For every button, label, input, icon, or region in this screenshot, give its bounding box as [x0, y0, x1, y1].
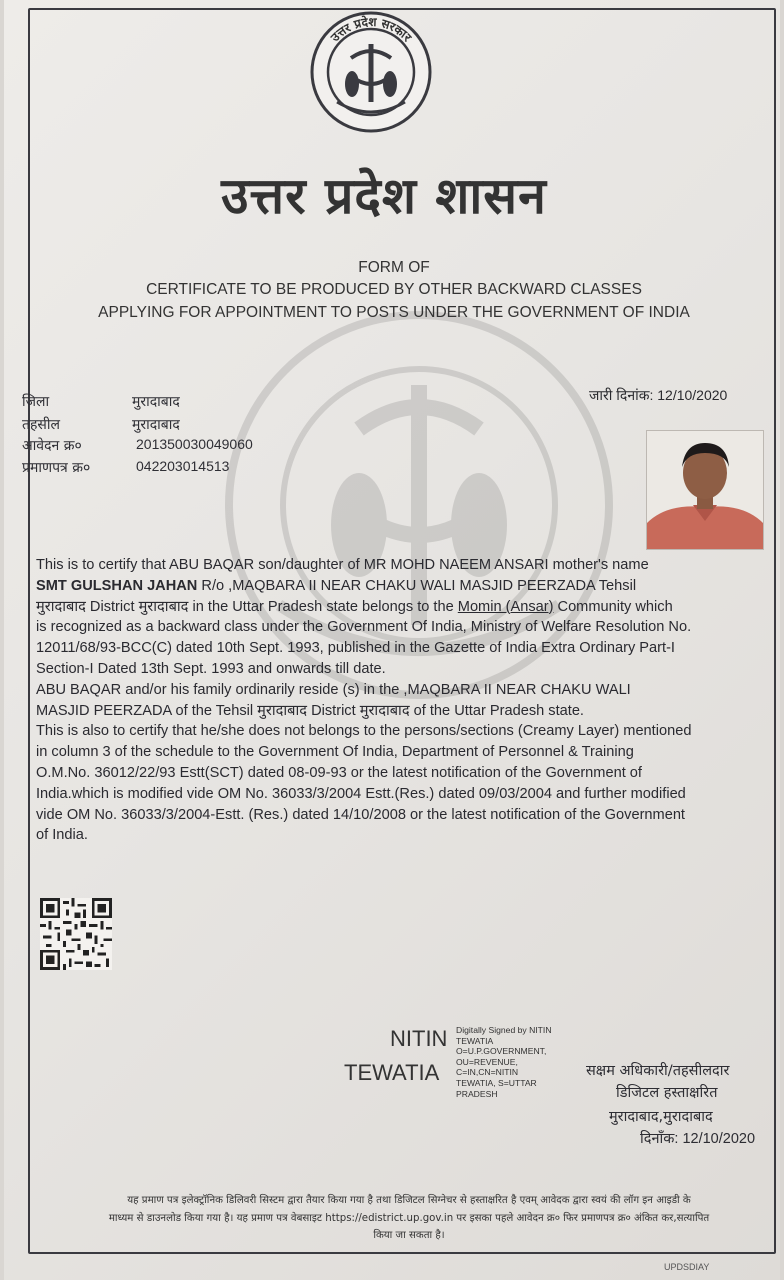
signer-first-name: NITIN	[390, 1026, 448, 1051]
signature-detail-line: TEWATIA, S=UTTAR	[456, 1077, 537, 1088]
body-text-16: of India.	[36, 827, 88, 844]
body-text-13: O.M.No. 36012/22/93 Estt(SCT) dated 08-09-93 or the latest notification of the Government of	[36, 764, 642, 781]
body-line	[36, 638, 776, 659]
body-text-9: ABU BAQAR and/or his family ordinarily reside (s) in the ,MAQBARA II NEAR CHAKU WALI	[36, 681, 631, 698]
body-line	[36, 659, 776, 680]
issue-date: जारी दिनांक: 12/10/2020	[589, 387, 728, 403]
corner-text: UPDSDIAY	[664, 1262, 710, 1272]
body-line	[36, 597, 776, 618]
body-line	[36, 763, 776, 784]
certificate-body	[36, 555, 776, 846]
tehsil-label: तहसील	[22, 417, 60, 433]
form-heading-line2: CERTIFICATE TO BE PRODUCED BY OTHER BACKWARD CLASSES	[146, 281, 642, 298]
up-government-emblem-icon	[307, 10, 435, 134]
signature-detail-line: PRADESH	[456, 1088, 498, 1099]
body-text-12: in column 3 of the schedule to the Government Of India, Department of Personnel & Training	[36, 744, 634, 761]
body-text-14: India.which is modified vide OM No. 36033/3/2004 Estt.(Res.) dated 09/03/2004 and further modified	[36, 785, 686, 802]
body-text-3: R/o ,MAQBARA II NEAR CHAKU WALI MASJID PEERZADA Tehsil	[197, 577, 637, 594]
qr-code-icon	[40, 898, 112, 970]
body-text-1: This is to certify that ABU BAQAR son/daughter of MR MOHD NAEEM ANSARI mother's name	[36, 557, 649, 573]
signature-detail-line: TEWATIA	[456, 1035, 494, 1046]
body-line	[36, 784, 776, 805]
emblem-text: उत्तर प्रदेश सरकार	[327, 14, 415, 45]
body-line	[36, 701, 776, 722]
body-text-8: Section-I Dated 13th Sept. 1993 and onwards till date.	[36, 660, 386, 677]
certificate-number-label: प्रमाणपत्र क्र०	[22, 460, 91, 476]
tehsil-value: मुरादाबाद	[132, 416, 180, 432]
officer-location: मुरादाबाद,मुरादाबाद	[609, 1109, 713, 1125]
officer-date: दिनाँक: 12/10/2020	[640, 1131, 756, 1147]
footer-line: किया जा सकता है।	[373, 1230, 445, 1241]
body-text-10: MASJID PEERZADA of the Tehsil मुरादाबाद District मुरादाबाद of the Uttar Pradesh state.	[36, 702, 584, 719]
body-line	[36, 555, 776, 576]
district-label: जिला	[22, 394, 50, 410]
form-heading-line1: FORM OF	[358, 259, 430, 276]
page-title: उत्तर प्रदेश शासन	[221, 166, 547, 225]
body-line	[36, 805, 776, 826]
district-value: मुरादाबाद	[132, 393, 180, 409]
body-line	[36, 742, 776, 763]
application-value: 20135003004906​0	[136, 436, 253, 452]
officer-digital-signed: डिजिटल हस्ताक्षरित	[616, 1085, 718, 1101]
body-text-5: Community which	[553, 598, 673, 615]
footer-note	[34, 1192, 784, 1245]
signature-detail-line: O=U.P.GOVERNMENT,	[456, 1046, 547, 1057]
signature-detail-line: OU=REVENUE,	[456, 1056, 518, 1067]
person-photo-icon	[647, 431, 763, 549]
certificate-sheet	[4, 0, 780, 1280]
body-line	[36, 617, 776, 638]
signature-detail-line: Digitally Signed by NITIN	[456, 1025, 552, 1035]
digital-signature-details	[456, 1025, 596, 1099]
body-text-6: is recognized as a backward class under the Government Of India, Ministry of Welfare Resolution No.	[36, 619, 692, 636]
footer-line: यह प्रमाण पत्र इलेक्ट्रॉनिक डिलिवरी सिस्टम द्वारा तैयार किया गया है तथा डिजिटल सिग्नेचर से हस्ताक्षरित है एवम् आवेदक द्वारा स्वयं की लॉग इन आइडी के	[127, 1195, 691, 1206]
footer-line: माध्यम से डाउनलोड किया गया है। यह प्रमाण पत्र वेबसाइट https://edistrict.up.gov.in पर इसका पहले आवेदन क्र० फिर प्रमाणपत्र क्र० अंकित कर,सत्यापित	[108, 1212, 710, 1224]
certificate-number-value: 042203014513	[136, 458, 230, 474]
body-line	[36, 825, 776, 846]
body-text-11: This is also to certify that he/she does not belongs to the persons/sections (Creamy Layer) mentioned	[36, 723, 692, 740]
body-text-7: 12011/68/93-BCC(C) dated 10th Sept. 1993, published in the Gazette of India Extra Ordinary Part-I	[36, 640, 675, 657]
body-line	[36, 721, 776, 742]
application-label: आवेदन क्र०	[22, 438, 82, 454]
mother-name: SMT GULSHAN JAHAN	[36, 577, 198, 594]
applicant-photo	[646, 430, 764, 550]
body-line	[36, 680, 776, 701]
signer-last-name: TEWATIA	[344, 1060, 440, 1085]
body-line	[36, 576, 776, 597]
form-heading-line3: APPLYING FOR APPOINTMENT TO POSTS UNDER THE GOVERNMENT OF INDIA	[98, 304, 690, 321]
community-name: Momin (Ansar)	[457, 598, 554, 615]
officer-designation: सक्षम अधिकारी/तहसीलदार	[586, 1063, 730, 1079]
body-text-15: vide OM No. 36033/3/2004-Estt. (Res.) dated 14/10/2008 or the latest notification of the Government	[36, 806, 685, 823]
body-text-4: मुरादाबाद District मुरादाबाद in the Uttar Pradesh state belongs to the	[36, 598, 458, 615]
signature-detail-line: C=IN,CN=NITIN	[456, 1067, 519, 1078]
